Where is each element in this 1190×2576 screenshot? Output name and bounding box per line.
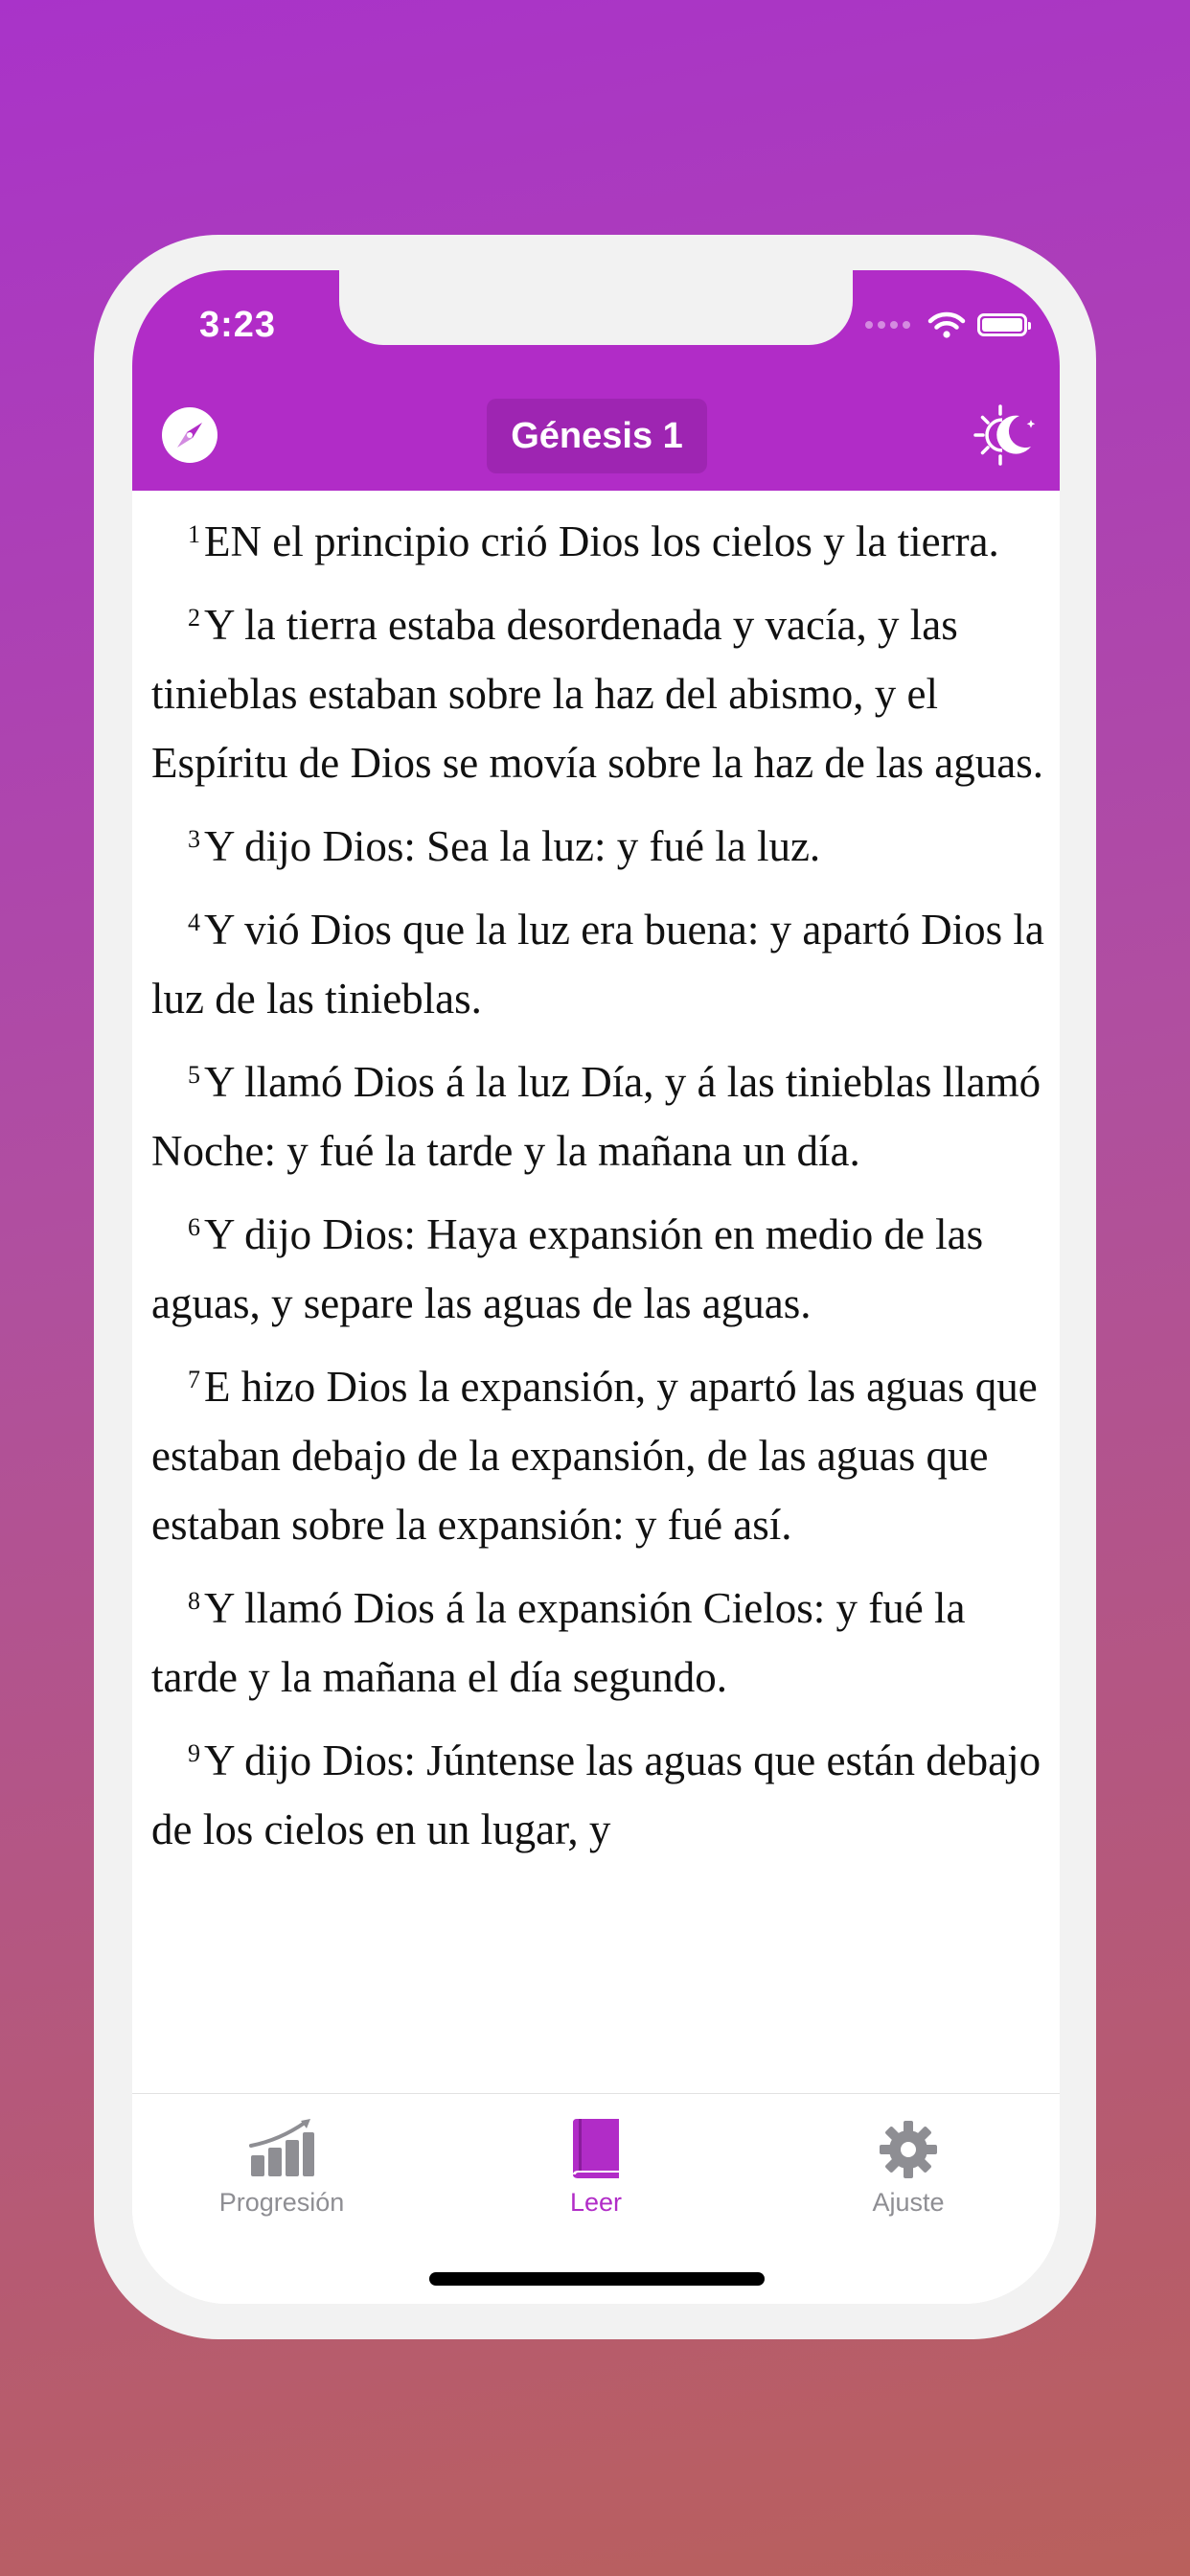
verse — [151, 1193, 1048, 1338]
theme-toggle-button[interactable] — [972, 401, 1041, 470]
verse-number: 1 — [188, 520, 200, 548]
battery-icon — [977, 313, 1027, 336]
sun-moon-icon — [972, 401, 1041, 470]
tab-ajuste[interactable] — [803, 2107, 1014, 2218]
app-screen — [132, 270, 1060, 2304]
verse-number: 5 — [188, 1061, 200, 1089]
status-time: 3:23 — [199, 305, 277, 345]
chapter-selector-button[interactable]: Génesis 1 — [487, 399, 707, 473]
verse-number: 4 — [188, 908, 200, 936]
verse-number: 7 — [188, 1366, 200, 1393]
tab-progresion[interactable] — [176, 2107, 387, 2218]
verse — [151, 1719, 1048, 1864]
verse-number: 6 — [188, 1213, 200, 1241]
tab-leer[interactable] — [491, 2107, 701, 2218]
tab-label: Leer — [569, 2188, 623, 2217]
gear-icon — [878, 2119, 939, 2180]
tab-label: Ajuste — [872, 2188, 945, 2217]
verse-text: Y llamó Dios á la expansión Cielos: y fué la tarde y la mañana el día segundo. — [151, 1584, 966, 1701]
tab-bar — [132, 2093, 1060, 2304]
verse — [151, 1041, 1048, 1185]
tab-label: Progresión — [218, 2188, 345, 2217]
verse — [151, 888, 1048, 1033]
verse-number: 8 — [188, 1587, 200, 1615]
verse-text: E hizo Dios la expansión, y apartó las aguas que estaban debajo de la expansión, de las aguas que estaban sobre la expansión: y fué así. — [151, 1363, 1038, 1549]
book-icon — [567, 2117, 625, 2180]
verse — [151, 1346, 1048, 1559]
wifi-icon — [927, 310, 966, 339]
compass-button[interactable] — [161, 406, 218, 464]
home-indicator — [429, 2272, 765, 2286]
verse-text: EN el principio crió Dios los cielos y la tierra. — [204, 518, 999, 565]
verse-text: Y dijo Dios: Sea la luz: y fué la luz. — [204, 822, 821, 870]
verse — [151, 805, 1048, 881]
top-bar — [132, 270, 1060, 491]
chart-icon — [247, 2117, 316, 2180]
verse-number: 2 — [188, 604, 200, 632]
status-icons — [865, 310, 1027, 339]
verse-text: Y la tierra estaba desordenada y vacía, y las tinieblas estaban sobre la haz del abismo, y el Espíritu de Dios se movía sobre la haz de las aguas. — [151, 601, 1044, 787]
compass-icon — [161, 406, 218, 464]
verse-text: Y dijo Dios: Haya expansión en medio de las aguas, y separe las aguas de las aguas. — [151, 1210, 984, 1327]
verse-number: 3 — [188, 825, 200, 853]
verse-text: Y dijo Dios: Júntense las aguas que están debajo de los cielos en un lugar, y — [151, 1736, 1041, 1853]
device-notch — [339, 270, 853, 345]
verse — [151, 1567, 1048, 1712]
verse — [151, 500, 1048, 576]
signal-icon — [865, 321, 910, 329]
verse — [151, 584, 1048, 797]
verse-number: 9 — [188, 1739, 200, 1767]
verse-text: Y llamó Dios á la luz Día, y á las tinieblas llamó Noche: y fué la tarde y la mañana un día. — [151, 1058, 1041, 1175]
verse-text: Y vió Dios que la luz era buena: y apartó Dios la luz de las tinieblas. — [151, 906, 1044, 1023]
chapter-text — [132, 491, 1060, 2093]
